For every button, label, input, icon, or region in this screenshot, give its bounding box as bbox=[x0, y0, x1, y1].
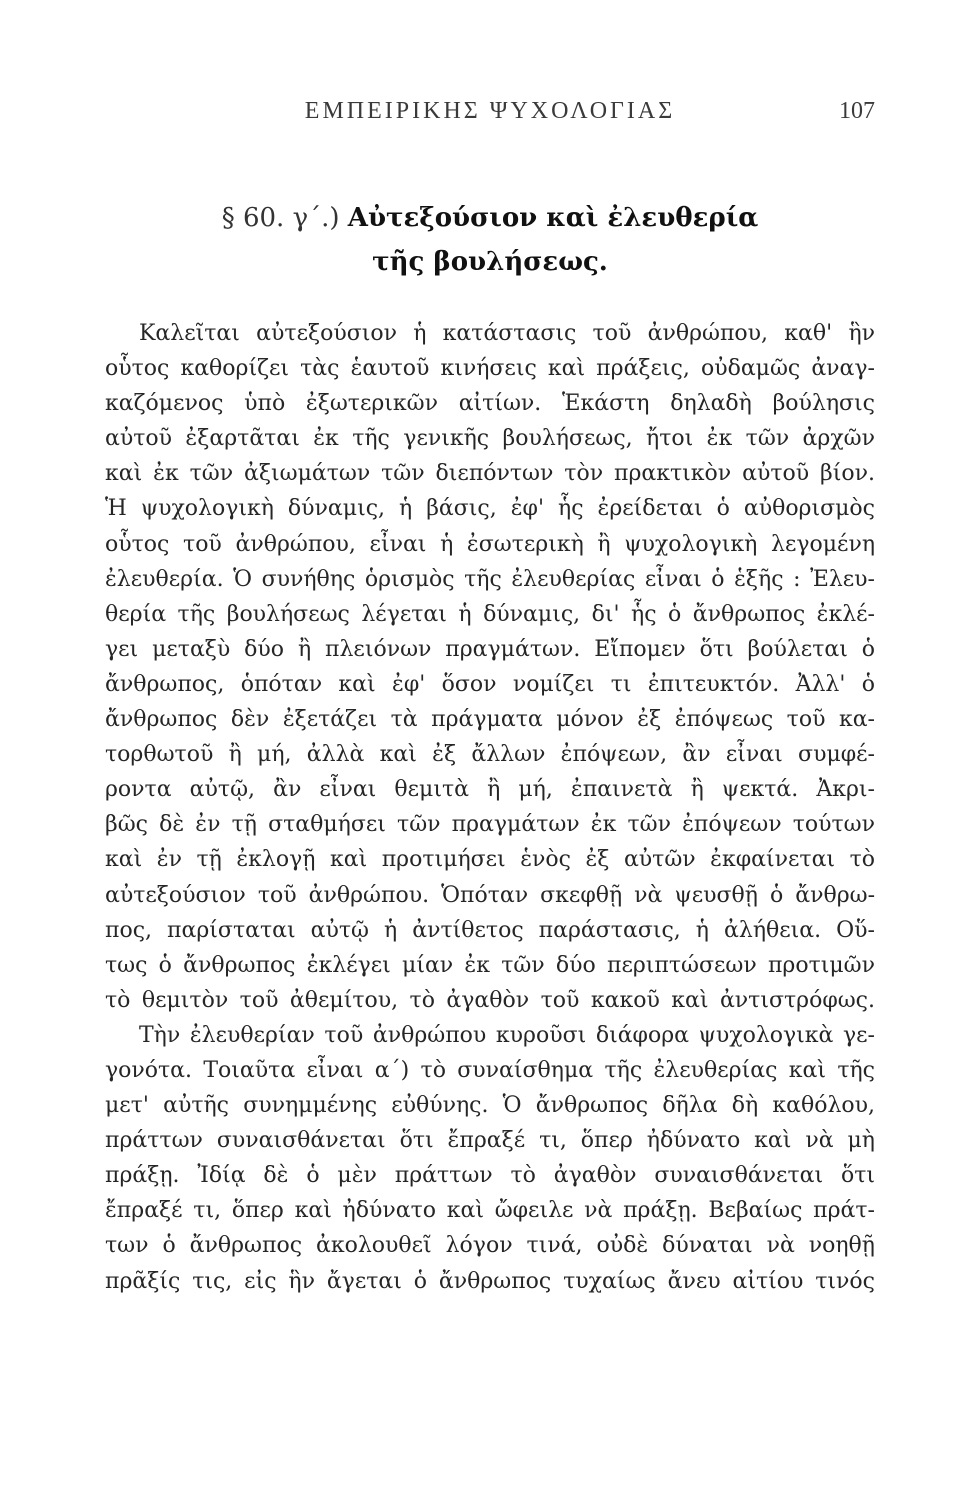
section-number: § 60. γ΄.) bbox=[221, 203, 340, 233]
text-line: μετ' αὐτῆς συνημμένης εὐθύνης. Ὁ ἄνθρωπος δῆλα δὴ καθόλου, bbox=[105, 1093, 875, 1119]
text-line: τως ὁ ἄνθρωπος ἐκλέγει μίαν ἐκ τῶν δύο περιπτώσεων προτιμῶν bbox=[105, 952, 875, 978]
running-head bbox=[105, 98, 875, 138]
text-line: καὶ ἐν τῇ ἐκλογῇ καὶ προτιμήσει ἑνὸς ἐξ αὐτῶν ἐκφαίνεται τὸ bbox=[105, 847, 875, 873]
text-line: ροντα αὐτῷ, ἂν εἶναι θεμιτὰ ἢ μή, ἐπαινετὰ ἢ ψεκτά. Ἀκρι- bbox=[105, 777, 875, 803]
section-heading bbox=[105, 196, 875, 284]
text-line: καὶ ἐκ τῶν ἀξιωμάτων τῶν διεπόντων τὸν πρακτικὸν αὐτοῦ βίον. bbox=[105, 461, 875, 487]
page-number: 107 bbox=[839, 98, 875, 124]
section-title-part-2: τῆς βουλήσεως. bbox=[372, 247, 608, 277]
text-line: τὸ θεμιτὸν τοῦ ἀθεμίτου, τὸ ἀγαθὸν τοῦ κακοῦ καὶ ἀντιστρόφως. bbox=[105, 987, 875, 1013]
text-line: ἄνθρωπος, ὁπόταν καὶ ἐφ' ὅσον νομίζει τι ἐπιτευκτόν. Ἀλλ' ὁ bbox=[105, 671, 875, 697]
text-line: πος, παρίσταται αὐτῷ ἡ ἀντίθετος παράστασις, ἡ ἀλήθεια. Οὕ- bbox=[105, 917, 875, 943]
text-line: γει μεταξὺ δύο ἢ πλειόνων πραγμάτων. Εἴπομεν ὅτι βούλεται ὁ bbox=[105, 636, 875, 662]
text-line: γονότα. Τοιαῦτα εἶναι α΄) τὸ συναίσθημα τῆς ἐλευθερίας καὶ τῆς bbox=[105, 1057, 875, 1083]
text-line: πράττων συναισθάνεται ὅτι ἔπραξέ τι, ὅπερ ἠδύνατο καὶ νὰ μὴ bbox=[105, 1128, 875, 1154]
section-heading-line-2 bbox=[105, 240, 875, 284]
text-line: βῶς δὲ ἐν τῇ σταθμήσει τῶν πραγμάτων ἐκ τῶν ἐπόψεων τούτων bbox=[105, 812, 875, 838]
text-line: οὗτος τοῦ ἀνθρώπου, εἶναι ἡ ἐσωτερικὴ ἢ ψυχολογικὴ λεγομένη bbox=[105, 531, 875, 557]
text-line: των ὁ ἄνθρωπος ἀκολουθεῖ λόγον τινά, οὐδὲ δύναται νὰ νοηθῇ bbox=[105, 1233, 875, 1259]
text-line: καζόμενος ὑπὸ ἐξωτερικῶν αἰτίων. Ἑκάστη δηλαδὴ βούλησις bbox=[105, 391, 875, 417]
text-line: ἐλευθερία. Ὁ συνήθης ὁρισμὸς τῆς ἐλευθερίας εἶναι ὁ ἑξῆς : Ἐλευ- bbox=[105, 566, 875, 592]
text-line: ἔπραξέ τι, ὅπερ καὶ ἠδύνατο καὶ ὤφειλε νὰ πράξῃ. Βεβαίως πράτ- bbox=[105, 1198, 875, 1224]
text-line: θερία τῆς βουλήσεως λέγεται ἡ δύναμις, δι' ἧς ὁ ἄνθρωπος ἐκλέ- bbox=[105, 601, 875, 627]
text-line: ἄνθρωπος δὲν ἐξετάζει τὰ πράγματα μόνον ἐξ ἐπόψεως τοῦ κα- bbox=[105, 707, 875, 733]
text-line: πράξῃ. Ἰδίᾳ δὲ ὁ μὲν πράττων τὸ ἀγαθὸν συναισθάνεται ὅτι bbox=[105, 1163, 875, 1189]
text-line: τορθωτοῦ ἢ μή, ἀλλὰ καὶ ἐξ ἄλλων ἐπόψεων, ἂν εἶναι συμφέ- bbox=[105, 742, 875, 768]
text-line: Καλεῖται αὐτεξούσιον ἡ κατάστασις τοῦ ἀνθρώπου, καθ' ἣν bbox=[139, 321, 875, 346]
body-text bbox=[105, 316, 875, 1299]
text-line: πρᾶξίς τις, εἰς ἣν ἄγεται ὁ ἄνθρωπος τυχαίως ἄνευ αἰτίου τινός bbox=[105, 1268, 875, 1294]
text-line: αὐτοῦ ἐξαρτᾶται ἐκ τῆς γενικῆς βουλήσεως, ἤτοι ἐκ τῶν ἀρχῶν bbox=[105, 426, 875, 452]
running-title: ΕΜΠΕΙΡΙΚΗΣ ΨΥΧΟΛΟΓΙΑΣ bbox=[304, 98, 676, 124]
section-heading-line-1 bbox=[105, 196, 875, 240]
text-line: αὐτεξούσιον τοῦ ἀνθρώπου. Ὁπόταν σκεφθῇ νὰ ψευσθῇ ὁ ἄνθρω- bbox=[105, 882, 875, 908]
text-line: Τὴν ἐλευθερίαν τοῦ ἀνθρώπου κυροῦσι διάφορα ψυχολογικὰ γε- bbox=[139, 1022, 875, 1048]
text-line: Ἡ ψυχολογικὴ δύναμις, ἡ βάσις, ἐφ' ἧς ἐρείδεται ὁ αὐθορισμὸς bbox=[105, 496, 875, 522]
section-title-part-1: Αὐτεξούσιον καὶ ἐλευθερία bbox=[347, 203, 759, 233]
text-line: οὗτος καθορίζει τὰς ἑαυτοῦ κινήσεις καὶ πράξεις, οὐδαμῶς ἀναγ- bbox=[105, 356, 875, 382]
